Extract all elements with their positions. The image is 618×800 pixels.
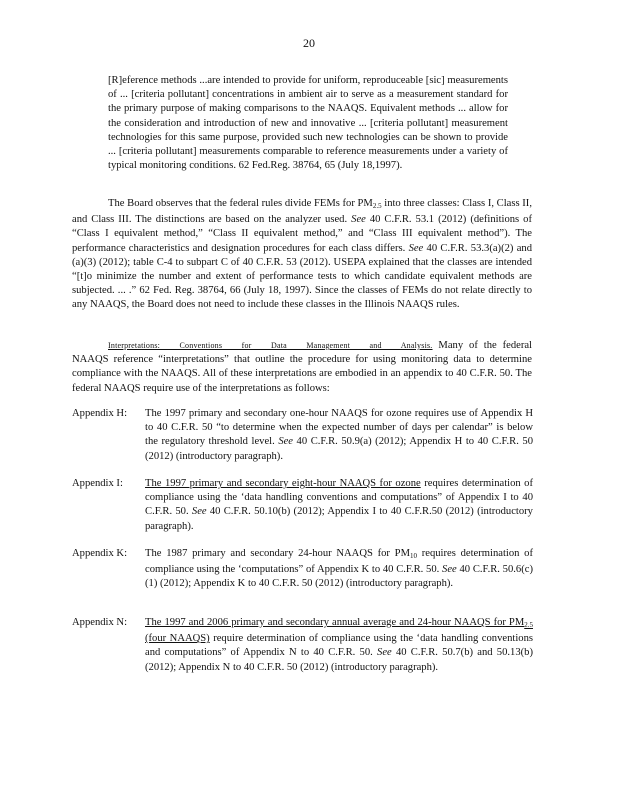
appendix-text: The 1987 primary and secondary 24-hour NAAQS for $PM_{10}$ requires determination of compliance using the ‘computations” of Appendix K to 40 C.F.R. 50. See 40 C.F.R. 50.6(c)(1) (2012); Appendix K to 40 C.F.R. 50 (2012) (introductory paragraph). xyxy=(145,548,533,590)
block-quote: [R]eference methods ...are intended to provide for uniform, reproduceable [sic] measurements of ... [criteria pollutant] concentrations in ambient air to serve as a measurement standard for the primary purpose of making comparisons to the NAAQS. Equivalent methods ... allow for the consideration and introduction of new and innovative ... [criteria pollutant] measurement technologies for this same purpose, provided such new technologies can be shown to provide ... [criteria pollutant] measurements comparable to reference measurements under a variety of typical monitoring conditions. 62 Fed.Reg. 38764, 65 (July 18,1997). xyxy=(108,75,508,172)
appendix-label: Appendix N: xyxy=(72,617,128,628)
page-number: 20 xyxy=(303,36,315,50)
paragraph-interpretations: Interpretations: Conventions for Data Management and Analysis. Many of the federal NAAQS reference “interpretations” that outline the procedure for using monitoring data to determine compliance with the NAAQS. All of these interpretations are embodied in an appendix to 40 C.F.R. 50. The federal NAAQS require use of the interpretations as follows: xyxy=(72,340,532,394)
section-heading: Interpretations: Conventions for Data Management and Analysis. xyxy=(108,341,433,350)
appendix-label: Appendix I: xyxy=(72,478,123,489)
paragraph-fem-classes: The Board observes that the federal rules divide FEMs for $PM_{2.5}$ into three classes: Class I, Class II, and Class III. The distinctions are based on the analyzer used. See 40 C.F.R. 53.1 (2012) (definitions of “Class I equivalent method,” “Class II equivalent method,” and “Class III equivalent method”). The performance characteristics and designation procedures for each class differs. See 40 C.F.R. 53.3(a)(2) and (a)(3) (2012); table C-4 to subpart C of 40 C.F.R. 53 (2012). USEPA explained that the classes are intended “[t]o minimize the number and extent of performance tests to which candidate equivalent methods are subjected. ... .” 62 Fed. Reg. 38764, 66 (July 18, 1997). Since the classes of FEMs do not relate directly to any NAAQS, the Board does not need to include these classes in the Illinois NAAQS rules. xyxy=(72,198,532,311)
appendix-label: Appendix H: xyxy=(72,408,128,419)
appendix-label: Appendix K: xyxy=(72,548,128,559)
appendix-text: The 1997 and 2006 primary and secondary annual average and 24-hour NAAQS for $PM_{2.5}$ (four NAAQS) require determination of compliance using the ‘data handling conventions and computations” of Appendix N to 40 C.F.R. 50. See 40 C.F.R. 50.7(b) and 50.13(b) (2012); Appendix N to 40 C.F.R. 50 (2012) (introductory paragraph). xyxy=(145,617,533,673)
appendix-text: The 1997 primary and secondary eight-hour NAAQS for ozone requires determination of compliance using the ‘data handling conventions and computations” of Appendix I to 40 C.F.R. 50. See 40 C.F.R. 50.10(b) (2012); Appendix I to 40 C.F.R.50 (2012) (introductory paragraph). xyxy=(145,478,533,532)
appendix-text: The 1997 primary and secondary one-hour NAAQS for ozone requires use of Appendix H to 40 C.F.R. 50 “to determine when the expected number of days per calendar” is below the regulatory threshold level. See 40 C.F.R. 50.9(a) (2012); Appendix H to 40 C.F.R. 50 (2012) (introductory paragraph). xyxy=(145,408,534,462)
